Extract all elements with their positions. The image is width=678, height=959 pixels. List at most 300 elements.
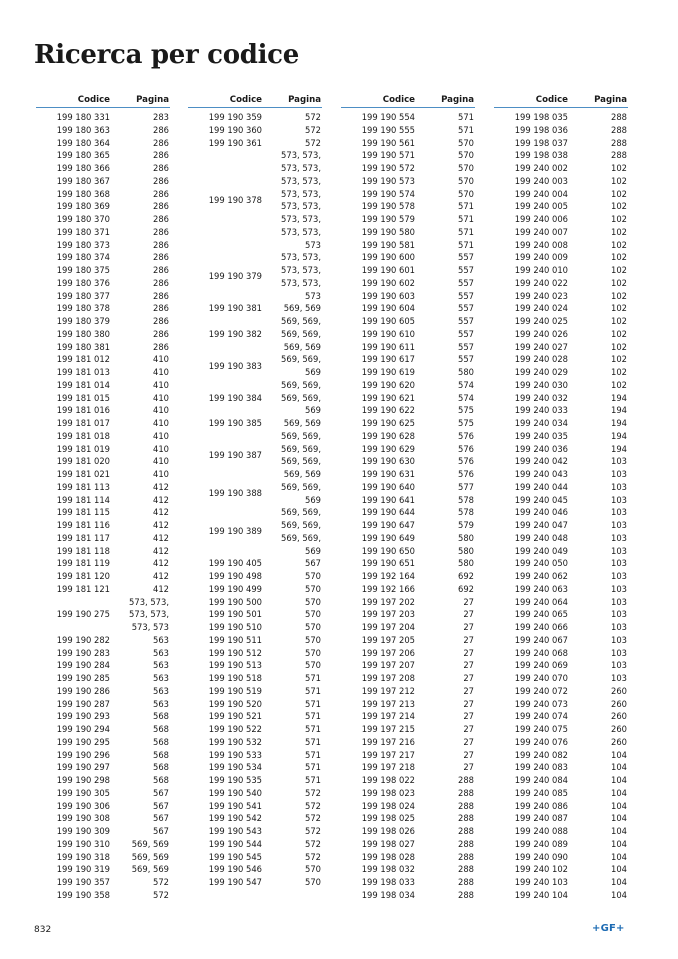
index-row [341, 290, 475, 303]
page-reference-line: 572 [305, 826, 321, 836]
article-code: 199 190 389 [208, 526, 262, 537]
article-code: 199 180 363 [56, 124, 110, 135]
page-reference [611, 698, 628, 711]
page-reference [611, 532, 628, 545]
article-code: 199 190 382 [208, 328, 262, 339]
page-reference [305, 583, 322, 596]
article-code: 199 198 036 [514, 124, 568, 135]
page-reference-line: 572 [305, 137, 321, 148]
index-row [341, 328, 475, 341]
index-row [494, 532, 628, 545]
page-reference [611, 570, 628, 583]
page-reference [153, 710, 170, 723]
article-code: 199 192 164 [361, 571, 415, 581]
article-code: 199 190 571 [361, 150, 415, 161]
page-reference-line: 571 [458, 214, 474, 224]
article-code: 199 181 014 [56, 379, 110, 390]
page-reference-line: 557 [458, 354, 474, 365]
index-row [494, 124, 628, 137]
index-row [188, 621, 322, 634]
page-reference [132, 851, 170, 864]
page-reference-line: 569, 569, [281, 354, 321, 365]
page-reference [611, 417, 628, 430]
page-reference-line: 102 [611, 303, 627, 314]
page-reference-line: 568 [153, 762, 169, 773]
index-column-4 [494, 94, 628, 902]
page-reference-line: 573 [305, 239, 321, 250]
article-code: 199 240 083 [514, 762, 568, 773]
page-reference-line: 576 [458, 430, 474, 441]
page-reference-line: 104 [611, 813, 627, 824]
page-title: Ricerca per codice [34, 40, 299, 70]
index-row [188, 838, 322, 851]
page-reference [458, 251, 475, 264]
index-row [36, 876, 170, 889]
index-column-1 [36, 94, 170, 902]
page-reference [153, 353, 170, 366]
index-row [341, 353, 475, 366]
page-reference-line: 571 [458, 124, 474, 135]
page-reference [305, 876, 322, 889]
page-reference-line: 573, 573, [129, 609, 169, 620]
index-row [494, 557, 628, 570]
article-code: 199 190 650 [361, 545, 415, 556]
page-reference-line: 103 [611, 558, 627, 569]
page-reference [458, 774, 475, 787]
page-reference-line: 569 [305, 494, 321, 505]
index-row [36, 468, 170, 481]
page-reference [611, 825, 628, 838]
article-code: 199 181 116 [56, 520, 110, 530]
article-code: 199 190 284 [56, 660, 110, 671]
index-row [188, 608, 322, 621]
article-code: 199 197 218 [361, 762, 415, 773]
index-row [36, 812, 170, 825]
page-reference [153, 570, 170, 583]
index-row [494, 200, 628, 213]
article-code: 199 190 387 [208, 449, 262, 460]
article-code: 199 240 003 [514, 175, 568, 186]
page-reference-line: 573, 573, [129, 596, 169, 607]
page-reference [305, 736, 322, 749]
article-code: 199 190 379 [208, 271, 262, 282]
article-code: 199 181 121 [56, 583, 110, 594]
page-reference-line: 102 [611, 265, 627, 275]
page-reference [305, 698, 322, 711]
page-reference-line: 569, 569, [281, 520, 321, 530]
index-row [341, 430, 475, 443]
page-reference [458, 417, 475, 430]
article-code: 199 190 383 [208, 360, 262, 371]
page-reference-line: 27 [463, 724, 474, 734]
article-code: 199 198 022 [361, 775, 415, 785]
index-row [341, 812, 475, 825]
article-code: 199 197 208 [361, 673, 415, 683]
article-code: 199 190 405 [208, 558, 262, 569]
index-row [36, 698, 170, 711]
index-row [36, 532, 170, 545]
index-row [494, 379, 628, 392]
page-reference [458, 341, 475, 354]
index-row [188, 749, 322, 762]
page-reference-line: 286 [153, 137, 169, 148]
index-row [494, 889, 628, 902]
article-code: 199 190 296 [56, 749, 110, 760]
page-reference-line: 576 [458, 443, 474, 454]
column-header [188, 94, 322, 108]
index-row [188, 672, 322, 685]
page-reference-line: 573, 573, [281, 265, 321, 275]
page-reference [458, 468, 475, 481]
page-reference [463, 685, 475, 698]
article-code: 199 240 047 [514, 520, 568, 530]
page-reference [305, 851, 322, 864]
page-reference [463, 672, 475, 685]
page-reference [305, 557, 322, 570]
page-reference [611, 889, 628, 902]
article-code: 199 190 381 [208, 303, 262, 314]
article-code: 199 240 008 [514, 239, 568, 250]
index-row [341, 800, 475, 813]
index-row [341, 481, 475, 494]
article-code: 199 190 282 [56, 634, 110, 645]
page-reference-line: 570 [305, 877, 321, 887]
page-reference-line: 286 [153, 328, 169, 339]
page-reference [281, 506, 322, 557]
index-row [36, 774, 170, 787]
article-code: 199 240 044 [514, 481, 568, 492]
page-reference [305, 863, 322, 876]
article-code: 199 190 602 [361, 277, 415, 288]
page-reference-line: 288 [611, 124, 627, 135]
article-code: 199 190 620 [361, 379, 415, 390]
article-code: 199 190 544 [208, 838, 262, 849]
article-code: 199 190 522 [208, 724, 262, 734]
index-row [494, 685, 628, 698]
page-reference [284, 302, 322, 315]
page-reference-line: 570 [305, 596, 321, 607]
page-reference-line: 572 [305, 800, 321, 811]
page-reference [458, 570, 475, 583]
page-reference [305, 634, 322, 647]
page-reference-line: 569, 569 [131, 864, 169, 875]
page-reference [153, 239, 170, 252]
page-reference [153, 583, 170, 596]
page-reference [611, 774, 628, 787]
index-row [341, 723, 475, 736]
article-code: 199 190 630 [361, 456, 415, 467]
page-reference [305, 787, 322, 800]
page-reference [458, 443, 475, 456]
page-reference-line: 412 [153, 583, 169, 594]
page-reference-line: 27 [463, 711, 474, 722]
article-code: 199 198 032 [361, 864, 415, 875]
page-reference-line: 27 [463, 698, 474, 709]
page-reference [458, 111, 475, 124]
article-code: 199 240 089 [514, 838, 568, 849]
page-reference-line: 557 [458, 303, 474, 314]
page-reference-line: 569, 569, [281, 456, 321, 467]
page-reference-line: 288 [458, 877, 474, 887]
index-row [36, 519, 170, 532]
page-reference-line: 567 [153, 813, 169, 824]
page-reference [611, 647, 628, 660]
page-reference-line: 567 [153, 800, 169, 811]
index-row [36, 315, 170, 328]
article-code: 199 197 215 [361, 724, 415, 734]
page-reference-line: 570 [305, 864, 321, 875]
page-reference-line: 557 [458, 277, 474, 288]
article-code: 199 190 547 [208, 877, 262, 887]
page-reference [153, 124, 170, 137]
page-reference [153, 647, 170, 660]
page-reference [611, 404, 628, 417]
index-row [36, 264, 170, 277]
article-code: 199 181 118 [56, 545, 110, 556]
page-reference-line: 412 [153, 545, 169, 556]
page-reference-line: 288 [458, 889, 474, 900]
page-reference-line: 572 [305, 112, 321, 122]
index-row [494, 825, 628, 838]
page-reference [153, 264, 170, 277]
page-reference-line: 103 [611, 571, 627, 581]
page-reference [305, 111, 322, 124]
page-reference-line: 570 [458, 163, 474, 173]
index-row [36, 736, 170, 749]
page-reference-line: 574 [458, 392, 474, 403]
page-reference-line: 573, 573, [281, 226, 321, 237]
article-code: 199 198 034 [361, 889, 415, 900]
page-reference-line: 288 [458, 826, 474, 836]
page-reference [611, 710, 628, 723]
page-reference-line: 569, 569, [281, 430, 321, 441]
page-reference-line: 103 [611, 532, 627, 543]
index-row [36, 328, 170, 341]
page-reference [611, 379, 628, 392]
article-code: 199 240 048 [514, 532, 568, 543]
index-row [341, 672, 475, 685]
article-code: 199 181 019 [56, 443, 110, 454]
index-row [494, 774, 628, 787]
page-reference [458, 863, 475, 876]
page-reference-line: 410 [153, 443, 169, 454]
page-reference-line: 570 [305, 583, 321, 594]
page-reference [611, 366, 628, 379]
page-reference-line: 102 [611, 316, 627, 326]
page-reference [463, 736, 475, 749]
article-code: 199 180 368 [56, 188, 110, 199]
article-code: 199 240 032 [514, 392, 568, 403]
article-code: 199 181 120 [56, 571, 110, 581]
page-reference-line: 286 [153, 277, 169, 288]
article-code: 199 240 103 [514, 877, 568, 887]
page-reference [153, 149, 170, 162]
index-row [188, 557, 322, 570]
page-reference-line: 104 [611, 877, 627, 887]
index-row [341, 685, 475, 698]
index-row [36, 366, 170, 379]
page-reference-line: 103 [611, 456, 627, 467]
article-code: 199 190 286 [56, 685, 110, 696]
index-row [36, 162, 170, 175]
page-reference [153, 430, 170, 443]
article-code: 199 240 104 [514, 889, 568, 900]
page-reference [153, 481, 170, 494]
page-reference [153, 723, 170, 736]
header-code-label: Codice [535, 95, 568, 106]
page-reference-line: 288 [458, 800, 474, 811]
index-row [188, 251, 322, 302]
article-code: 199 181 018 [56, 430, 110, 441]
page-reference-line: 571 [305, 736, 321, 747]
page-reference-line: 102 [611, 163, 627, 173]
index-row [188, 710, 322, 723]
article-code: 199 180 364 [56, 137, 110, 148]
article-code: 199 190 378 [208, 194, 262, 205]
page-reference [305, 749, 322, 762]
article-code: 199 190 578 [361, 201, 415, 212]
index-row [188, 812, 322, 825]
index-row [494, 481, 628, 494]
page-reference [611, 851, 628, 864]
index-row [494, 634, 628, 647]
index-row [341, 749, 475, 762]
page-reference-line: 412 [153, 494, 169, 505]
page-reference [153, 137, 170, 150]
page-reference-line: 563 [153, 660, 169, 671]
article-code: 199 240 033 [514, 405, 568, 416]
page-reference-line: 27 [463, 749, 474, 760]
header-page-label: Pagina [594, 95, 627, 106]
page-reference [281, 481, 322, 507]
article-code: 199 190 360 [208, 124, 262, 135]
page-reference [153, 736, 170, 749]
index-row [188, 800, 322, 813]
column-header [341, 94, 475, 108]
page-reference [153, 111, 170, 124]
article-code: 199 190 359 [208, 112, 262, 122]
index-row [36, 430, 170, 443]
index-row [36, 710, 170, 723]
page-reference-line: 103 [611, 469, 627, 479]
page-reference [611, 290, 628, 303]
page-reference-line: 570 [305, 660, 321, 671]
page-reference-line: 283 [153, 112, 169, 122]
page-reference-line: 286 [153, 226, 169, 237]
index-row [494, 213, 628, 226]
page-reference [458, 787, 475, 800]
page-reference-line: 194 [611, 392, 627, 403]
index-row [341, 277, 475, 290]
page-reference-line: 27 [463, 685, 474, 696]
page-reference [153, 545, 170, 558]
index-row [341, 149, 475, 162]
page-reference [153, 825, 170, 838]
index-row [341, 443, 475, 456]
article-code: 199 190 319 [56, 864, 110, 875]
article-code: 199 240 004 [514, 188, 568, 199]
page-reference [458, 315, 475, 328]
page-reference-line: 572 [153, 877, 169, 887]
article-code: 199 197 206 [361, 647, 415, 658]
page-reference-line: 567 [153, 826, 169, 836]
page-reference [153, 889, 170, 902]
article-code: 199 181 012 [56, 354, 110, 365]
page-reference-line: 557 [458, 265, 474, 275]
article-code: 199 240 046 [514, 507, 568, 518]
page-reference-line: 102 [611, 277, 627, 288]
page-reference [611, 838, 628, 851]
page-reference-line: 102 [611, 379, 627, 390]
index-row [341, 838, 475, 851]
article-code: 199 190 603 [361, 290, 415, 301]
article-code: 199 190 601 [361, 265, 415, 275]
page-reference [153, 302, 170, 315]
article-code: 199 240 042 [514, 456, 568, 467]
page-reference-line: 286 [153, 303, 169, 314]
article-code: 199 240 029 [514, 367, 568, 377]
index-row [36, 379, 170, 392]
article-code: 199 180 380 [56, 328, 110, 339]
page-reference [153, 443, 170, 456]
article-code: 199 197 205 [361, 634, 415, 645]
page-reference-line: 103 [611, 520, 627, 530]
page-reference [611, 353, 628, 366]
article-code: 199 240 010 [514, 265, 568, 275]
article-code: 199 198 024 [361, 800, 415, 811]
page-reference-line: 102 [611, 214, 627, 224]
page-reference-line: 104 [611, 787, 627, 798]
page-reference-line: 102 [611, 188, 627, 199]
page-reference [611, 876, 628, 889]
article-code: 199 190 640 [361, 481, 415, 492]
index-row [36, 787, 170, 800]
page-reference [463, 634, 475, 647]
article-code: 199 190 295 [56, 736, 110, 747]
page-reference [611, 761, 628, 774]
page-reference [611, 239, 628, 252]
index-row [494, 353, 628, 366]
page-reference [153, 379, 170, 392]
index-row [341, 392, 475, 405]
page-reference [153, 749, 170, 762]
index-row [36, 570, 170, 583]
page-reference [611, 519, 628, 532]
index-row [494, 723, 628, 736]
page-reference-line: 410 [153, 469, 169, 479]
page-reference-line: 410 [153, 405, 169, 416]
page-reference-line: 102 [611, 354, 627, 365]
index-row [36, 659, 170, 672]
page-reference-line: 570 [305, 647, 321, 658]
article-code: 199 181 020 [56, 456, 110, 467]
page-reference-line: 570 [305, 571, 321, 581]
index-row [341, 889, 475, 902]
article-code: 199 180 366 [56, 163, 110, 173]
article-code: 199 190 310 [56, 838, 110, 849]
article-code: 199 190 641 [361, 494, 415, 505]
header-page-label: Pagina [288, 95, 321, 106]
article-code: 199 240 084 [514, 775, 568, 785]
index-row [494, 264, 628, 277]
index-row [188, 634, 322, 647]
page-reference [153, 506, 170, 519]
article-code: 199 181 115 [56, 507, 110, 518]
page-reference-line: 571 [305, 775, 321, 785]
index-row [341, 315, 475, 328]
index-row [36, 672, 170, 685]
article-code: 199 180 377 [56, 290, 110, 301]
